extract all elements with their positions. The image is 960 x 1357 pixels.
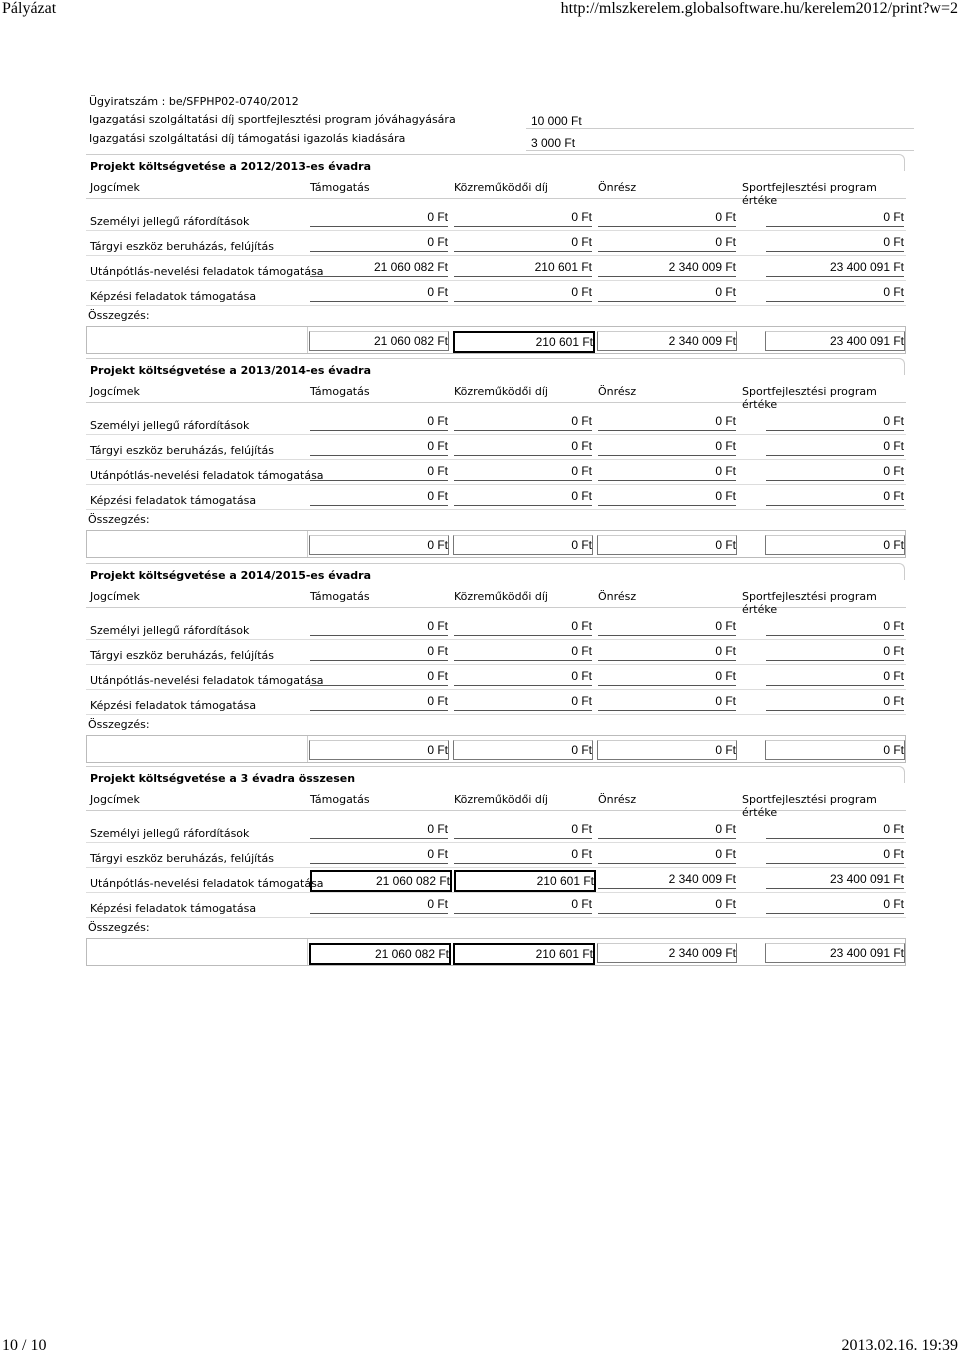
fee-label-approval: Igazgatási szolgáltatási díj sportfejlesztési program jóváhagyására bbox=[89, 113, 456, 126]
fee-label-certificate: Igazgatási szolgáltatási díj támogatási igazolás kiadására bbox=[89, 132, 406, 145]
table-row bbox=[86, 460, 906, 485]
section-title: Projekt költségvetése a 3 évadra összesen bbox=[90, 772, 356, 785]
amount-field[interactable]: 0 Ft bbox=[310, 208, 448, 227]
print-timestamp: 2013.02.16. 19:39 bbox=[841, 1337, 958, 1354]
table-header-row bbox=[86, 176, 906, 207]
summary-amount: 210 601 Ft bbox=[453, 943, 595, 965]
summary-amount: 0 Ft bbox=[309, 740, 449, 760]
column-header: Támogatás bbox=[310, 793, 370, 806]
column-header: Jogcímek bbox=[90, 590, 140, 603]
summary-amount: 21 060 082 Ft bbox=[309, 331, 449, 351]
amount-field[interactable]: 0 Ft bbox=[766, 642, 904, 661]
row-label: Tárgyi eszköz beruházás, felújítás bbox=[90, 444, 275, 457]
row-label: Képzési feladatok támogatása bbox=[90, 699, 257, 712]
summary-amount: 0 Ft bbox=[309, 535, 449, 555]
amount-field[interactable]: 0 Ft bbox=[310, 462, 448, 481]
budget-section bbox=[86, 563, 906, 763]
amount-field[interactable]: 0 Ft bbox=[310, 487, 448, 506]
amount-field[interactable]: 0 Ft bbox=[766, 895, 904, 914]
amount-field[interactable]: 0 Ft bbox=[310, 233, 448, 252]
amount-field[interactable]: 0 Ft bbox=[598, 895, 736, 914]
table-row bbox=[86, 485, 906, 510]
table-row bbox=[86, 868, 906, 893]
summary-amount: 0 Ft bbox=[765, 740, 905, 760]
amount-field[interactable]: 0 Ft bbox=[310, 437, 448, 456]
row-label: Tárgyi eszköz beruházás, felújítás bbox=[90, 852, 275, 865]
amount-field[interactable]: 21 060 082 Ft bbox=[310, 258, 448, 277]
summary-label-cell bbox=[87, 327, 308, 353]
column-header: Jogcímek bbox=[90, 793, 140, 806]
summary-amount: 0 Ft bbox=[597, 740, 737, 760]
row-label: Tárgyi eszköz beruházás, felújítás bbox=[90, 649, 275, 662]
column-header: Közreműködői díj bbox=[454, 385, 548, 398]
summary-amount: 0 Ft bbox=[453, 535, 593, 555]
amount-field[interactable]: 0 Ft bbox=[766, 692, 904, 711]
column-header: Sportfejlesztési program értéke bbox=[742, 181, 877, 207]
fee-divider bbox=[526, 128, 914, 129]
summary-amount: 2 340 009 Ft bbox=[597, 943, 737, 963]
amount-field[interactable]: 0 Ft bbox=[766, 233, 904, 252]
column-header: Közreműködői díj bbox=[454, 793, 548, 806]
row-label: Személyi jellegű ráfordítások bbox=[90, 215, 250, 228]
amount-field[interactable]: 0 Ft bbox=[766, 283, 904, 302]
amount-field[interactable]: 2 340 009 Ft bbox=[598, 870, 736, 889]
print-header-title: Pályázat bbox=[2, 0, 57, 17]
section-title: Projekt költségvetése a 2014/2015-es évadra bbox=[90, 569, 372, 582]
table-row bbox=[86, 843, 906, 868]
amount-field[interactable]: 0 Ft bbox=[598, 233, 736, 252]
amount-field[interactable]: 0 Ft bbox=[766, 462, 904, 481]
table-row bbox=[86, 281, 906, 306]
summary-amount: 21 060 082 Ft bbox=[309, 943, 451, 965]
section-title: Projekt költségvetése a 2013/2014-es évadra bbox=[90, 364, 372, 377]
amount-field[interactable]: 0 Ft bbox=[598, 283, 736, 302]
table-row bbox=[86, 665, 906, 690]
amount-field[interactable]: 0 Ft bbox=[310, 845, 448, 864]
table-row bbox=[86, 410, 906, 435]
column-header: Sportfejlesztési program értéke bbox=[742, 590, 877, 616]
column-header: Támogatás bbox=[310, 590, 370, 603]
summary-amount: 210 601 Ft bbox=[453, 331, 595, 353]
summary-label-cell bbox=[87, 939, 308, 965]
amount-field[interactable]: 0 Ft bbox=[310, 692, 448, 711]
amount-field[interactable]: 0 Ft bbox=[766, 487, 904, 506]
amount-field[interactable]: 0 Ft bbox=[766, 845, 904, 864]
table-row bbox=[86, 893, 906, 918]
section-title: Projekt költségvetése a 2012/2013-es évadra bbox=[90, 160, 372, 173]
table-row bbox=[86, 615, 906, 640]
summary-row bbox=[86, 530, 906, 558]
column-header: Önrész bbox=[598, 793, 637, 806]
column-header: Sportfejlesztési program értéke bbox=[742, 793, 877, 819]
budget-section bbox=[86, 766, 906, 966]
amount-field[interactable]: 21 060 082 Ft bbox=[310, 870, 452, 892]
print-header-url: http://mlszkerelem.globalsoftware.hu/kerelem2012/print?w=2 bbox=[560, 0, 958, 17]
column-header: Jogcímek bbox=[90, 385, 140, 398]
amount-field[interactable]: 0 Ft bbox=[310, 412, 448, 431]
amount-field[interactable]: 0 Ft bbox=[598, 642, 736, 661]
column-header: Közreműködői díj bbox=[454, 181, 548, 194]
column-header: Önrész bbox=[598, 181, 637, 194]
summary-amount: 0 Ft bbox=[453, 740, 593, 760]
page-number: 10 / 10 bbox=[2, 1337, 47, 1354]
amount-field[interactable]: 0 Ft bbox=[598, 667, 736, 686]
row-label: Személyi jellegű ráfordítások bbox=[90, 419, 250, 432]
summary-amount: 2 340 009 Ft bbox=[597, 331, 737, 351]
amount-field[interactable]: 0 Ft bbox=[454, 642, 592, 661]
row-label: Képzési feladatok támogatása bbox=[90, 494, 257, 507]
row-label: Utánpótlás-nevelési feladatok támogatása bbox=[90, 674, 324, 687]
summary-label-cell bbox=[87, 736, 308, 762]
amount-field[interactable]: 0 Ft bbox=[454, 208, 592, 227]
amount-field[interactable]: 0 Ft bbox=[310, 617, 448, 636]
amount-field[interactable]: 0 Ft bbox=[310, 820, 448, 839]
summary-label-cell bbox=[87, 531, 308, 557]
fee-divider bbox=[526, 150, 914, 151]
column-header: Sportfejlesztési program értéke bbox=[742, 385, 877, 411]
column-header: Önrész bbox=[598, 590, 637, 603]
amount-field[interactable]: 0 Ft bbox=[310, 895, 448, 914]
summary-row bbox=[86, 735, 906, 763]
amount-field[interactable]: 0 Ft bbox=[454, 895, 592, 914]
amount-field[interactable]: 0 Ft bbox=[310, 283, 448, 302]
column-header: Támogatás bbox=[310, 181, 370, 194]
amount-field[interactable]: 0 Ft bbox=[454, 462, 592, 481]
summary-row bbox=[86, 938, 906, 966]
table-header-row bbox=[86, 585, 906, 616]
table-row bbox=[86, 640, 906, 665]
summary-label: Összegzés: bbox=[88, 309, 150, 322]
fee-value-certificate: 3 000 Ft bbox=[531, 136, 576, 150]
summary-amount: 23 400 091 Ft bbox=[765, 331, 905, 351]
amount-field[interactable]: 0 Ft bbox=[454, 283, 592, 302]
amount-field[interactable]: 210 601 Ft bbox=[454, 870, 596, 892]
amount-field[interactable]: 0 Ft bbox=[598, 437, 736, 456]
row-label: Személyi jellegű ráfordítások bbox=[90, 624, 250, 637]
summary-row bbox=[86, 326, 906, 354]
table-row bbox=[86, 435, 906, 460]
amount-field[interactable]: 0 Ft bbox=[766, 667, 904, 686]
summary-label: Összegzés: bbox=[88, 718, 150, 731]
table-row bbox=[86, 256, 906, 281]
summary-label: Összegzés: bbox=[88, 513, 150, 526]
row-label: Utánpótlás-nevelési feladatok támogatása bbox=[90, 265, 324, 278]
amount-field[interactable]: 2 340 009 Ft bbox=[598, 258, 736, 277]
row-label: Képzési feladatok támogatása bbox=[90, 290, 257, 303]
row-label: Képzési feladatok támogatása bbox=[90, 902, 257, 915]
amount-field[interactable]: 0 Ft bbox=[310, 667, 448, 686]
amount-field[interactable]: 0 Ft bbox=[454, 412, 592, 431]
amount-field[interactable]: 0 Ft bbox=[598, 487, 736, 506]
amount-field[interactable]: 0 Ft bbox=[454, 617, 592, 636]
amount-field[interactable]: 0 Ft bbox=[454, 487, 592, 506]
table-header-row bbox=[86, 788, 906, 819]
table-header-row bbox=[86, 380, 906, 411]
summary-amount: 0 Ft bbox=[597, 535, 737, 555]
amount-field[interactable]: 210 601 Ft bbox=[454, 258, 592, 277]
row-label: Tárgyi eszköz beruházás, felújítás bbox=[90, 240, 275, 253]
column-header: Támogatás bbox=[310, 385, 370, 398]
column-header: Közreműködői díj bbox=[454, 590, 548, 603]
amount-field[interactable]: 0 Ft bbox=[766, 820, 904, 839]
amount-field[interactable]: 0 Ft bbox=[766, 617, 904, 636]
row-label: Utánpótlás-nevelési feladatok támogatása bbox=[90, 877, 324, 890]
amount-field[interactable]: 0 Ft bbox=[766, 208, 904, 227]
amount-field[interactable]: 0 Ft bbox=[598, 208, 736, 227]
table-row bbox=[86, 231, 906, 256]
row-label: Személyi jellegű ráfordítások bbox=[90, 827, 250, 840]
row-label: Utánpótlás-nevelési feladatok támogatása bbox=[90, 469, 324, 482]
budget-section bbox=[86, 358, 906, 558]
amount-field[interactable]: 0 Ft bbox=[598, 462, 736, 481]
amount-field[interactable]: 0 Ft bbox=[454, 437, 592, 456]
summary-amount: 23 400 091 Ft bbox=[765, 943, 905, 963]
amount-field[interactable]: 0 Ft bbox=[598, 692, 736, 711]
case-number: Ügyiratszám : be/SFPHP02-0740/2012 bbox=[89, 95, 299, 108]
amount-field[interactable]: 0 Ft bbox=[310, 642, 448, 661]
fee-value-approval: 10 000 Ft bbox=[531, 114, 582, 128]
amount-field[interactable]: 0 Ft bbox=[454, 692, 592, 711]
amount-field[interactable]: 0 Ft bbox=[766, 412, 904, 431]
amount-field[interactable]: 0 Ft bbox=[454, 820, 592, 839]
amount-field[interactable]: 0 Ft bbox=[454, 233, 592, 252]
summary-label: Összegzés: bbox=[88, 921, 150, 934]
summary-amount: 0 Ft bbox=[765, 535, 905, 555]
amount-field[interactable]: 0 Ft bbox=[598, 412, 736, 431]
amount-field[interactable]: 0 Ft bbox=[598, 820, 736, 839]
table-row bbox=[86, 206, 906, 231]
amount-field[interactable]: 0 Ft bbox=[598, 845, 736, 864]
amount-field[interactable]: 0 Ft bbox=[454, 845, 592, 864]
amount-field[interactable]: 23 400 091 Ft bbox=[766, 258, 904, 277]
amount-field[interactable]: 0 Ft bbox=[766, 437, 904, 456]
table-row bbox=[86, 818, 906, 843]
column-header: Jogcímek bbox=[90, 181, 140, 194]
column-header: Önrész bbox=[598, 385, 637, 398]
amount-field[interactable]: 0 Ft bbox=[598, 617, 736, 636]
budget-section bbox=[86, 154, 906, 354]
amount-field[interactable]: 0 Ft bbox=[454, 667, 592, 686]
amount-field[interactable]: 23 400 091 Ft bbox=[766, 870, 904, 889]
table-row bbox=[86, 690, 906, 715]
